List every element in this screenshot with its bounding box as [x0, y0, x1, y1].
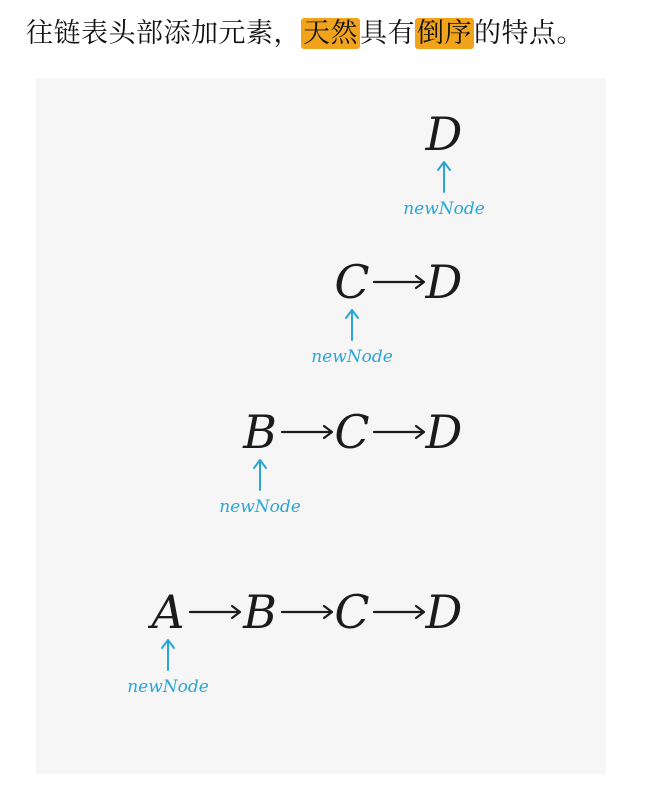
caption-part-1: 往链表头部添加元素， — [26, 18, 301, 49]
caption — [26, 14, 584, 54]
list-row-4 — [127, 585, 462, 697]
node-b: B — [243, 585, 277, 639]
head-pointer-arrow — [254, 460, 266, 490]
head-pointer-arrow — [162, 640, 174, 670]
caption-highlight-1: 天然 — [303, 18, 358, 49]
head-pointer-arrow — [346, 310, 358, 340]
node-d: D — [425, 405, 463, 459]
node-d: D — [425, 255, 463, 309]
list-row-1 — [403, 107, 485, 219]
next-pointer-arrow — [282, 426, 332, 438]
linked-list-diagram — [36, 78, 606, 774]
node-d: D — [425, 585, 463, 639]
next-pointer-arrow — [374, 276, 424, 288]
new-node-label: newNode — [127, 677, 209, 697]
next-pointer-arrow — [282, 606, 332, 618]
next-pointer-arrow — [190, 606, 240, 618]
head-pointer-arrow — [438, 162, 450, 192]
node-c: C — [334, 255, 370, 309]
node-a: A — [151, 585, 185, 639]
node-c: C — [334, 585, 370, 639]
list-row-2 — [311, 255, 462, 367]
new-node-label: newNode — [311, 347, 393, 367]
caption-part-3: 的特点。 — [474, 18, 584, 49]
diagram-sheet — [36, 78, 606, 774]
node-d: D — [425, 107, 463, 161]
caption-highlight-2: 倒序 — [417, 18, 472, 49]
node-b: B — [243, 405, 277, 459]
list-row-3 — [219, 405, 462, 517]
next-pointer-arrow — [374, 426, 424, 438]
caption-part-2: 具有 — [360, 18, 415, 49]
new-node-label: newNode — [403, 199, 485, 219]
new-node-label: newNode — [219, 497, 301, 517]
next-pointer-arrow — [374, 606, 424, 618]
node-c: C — [334, 405, 370, 459]
